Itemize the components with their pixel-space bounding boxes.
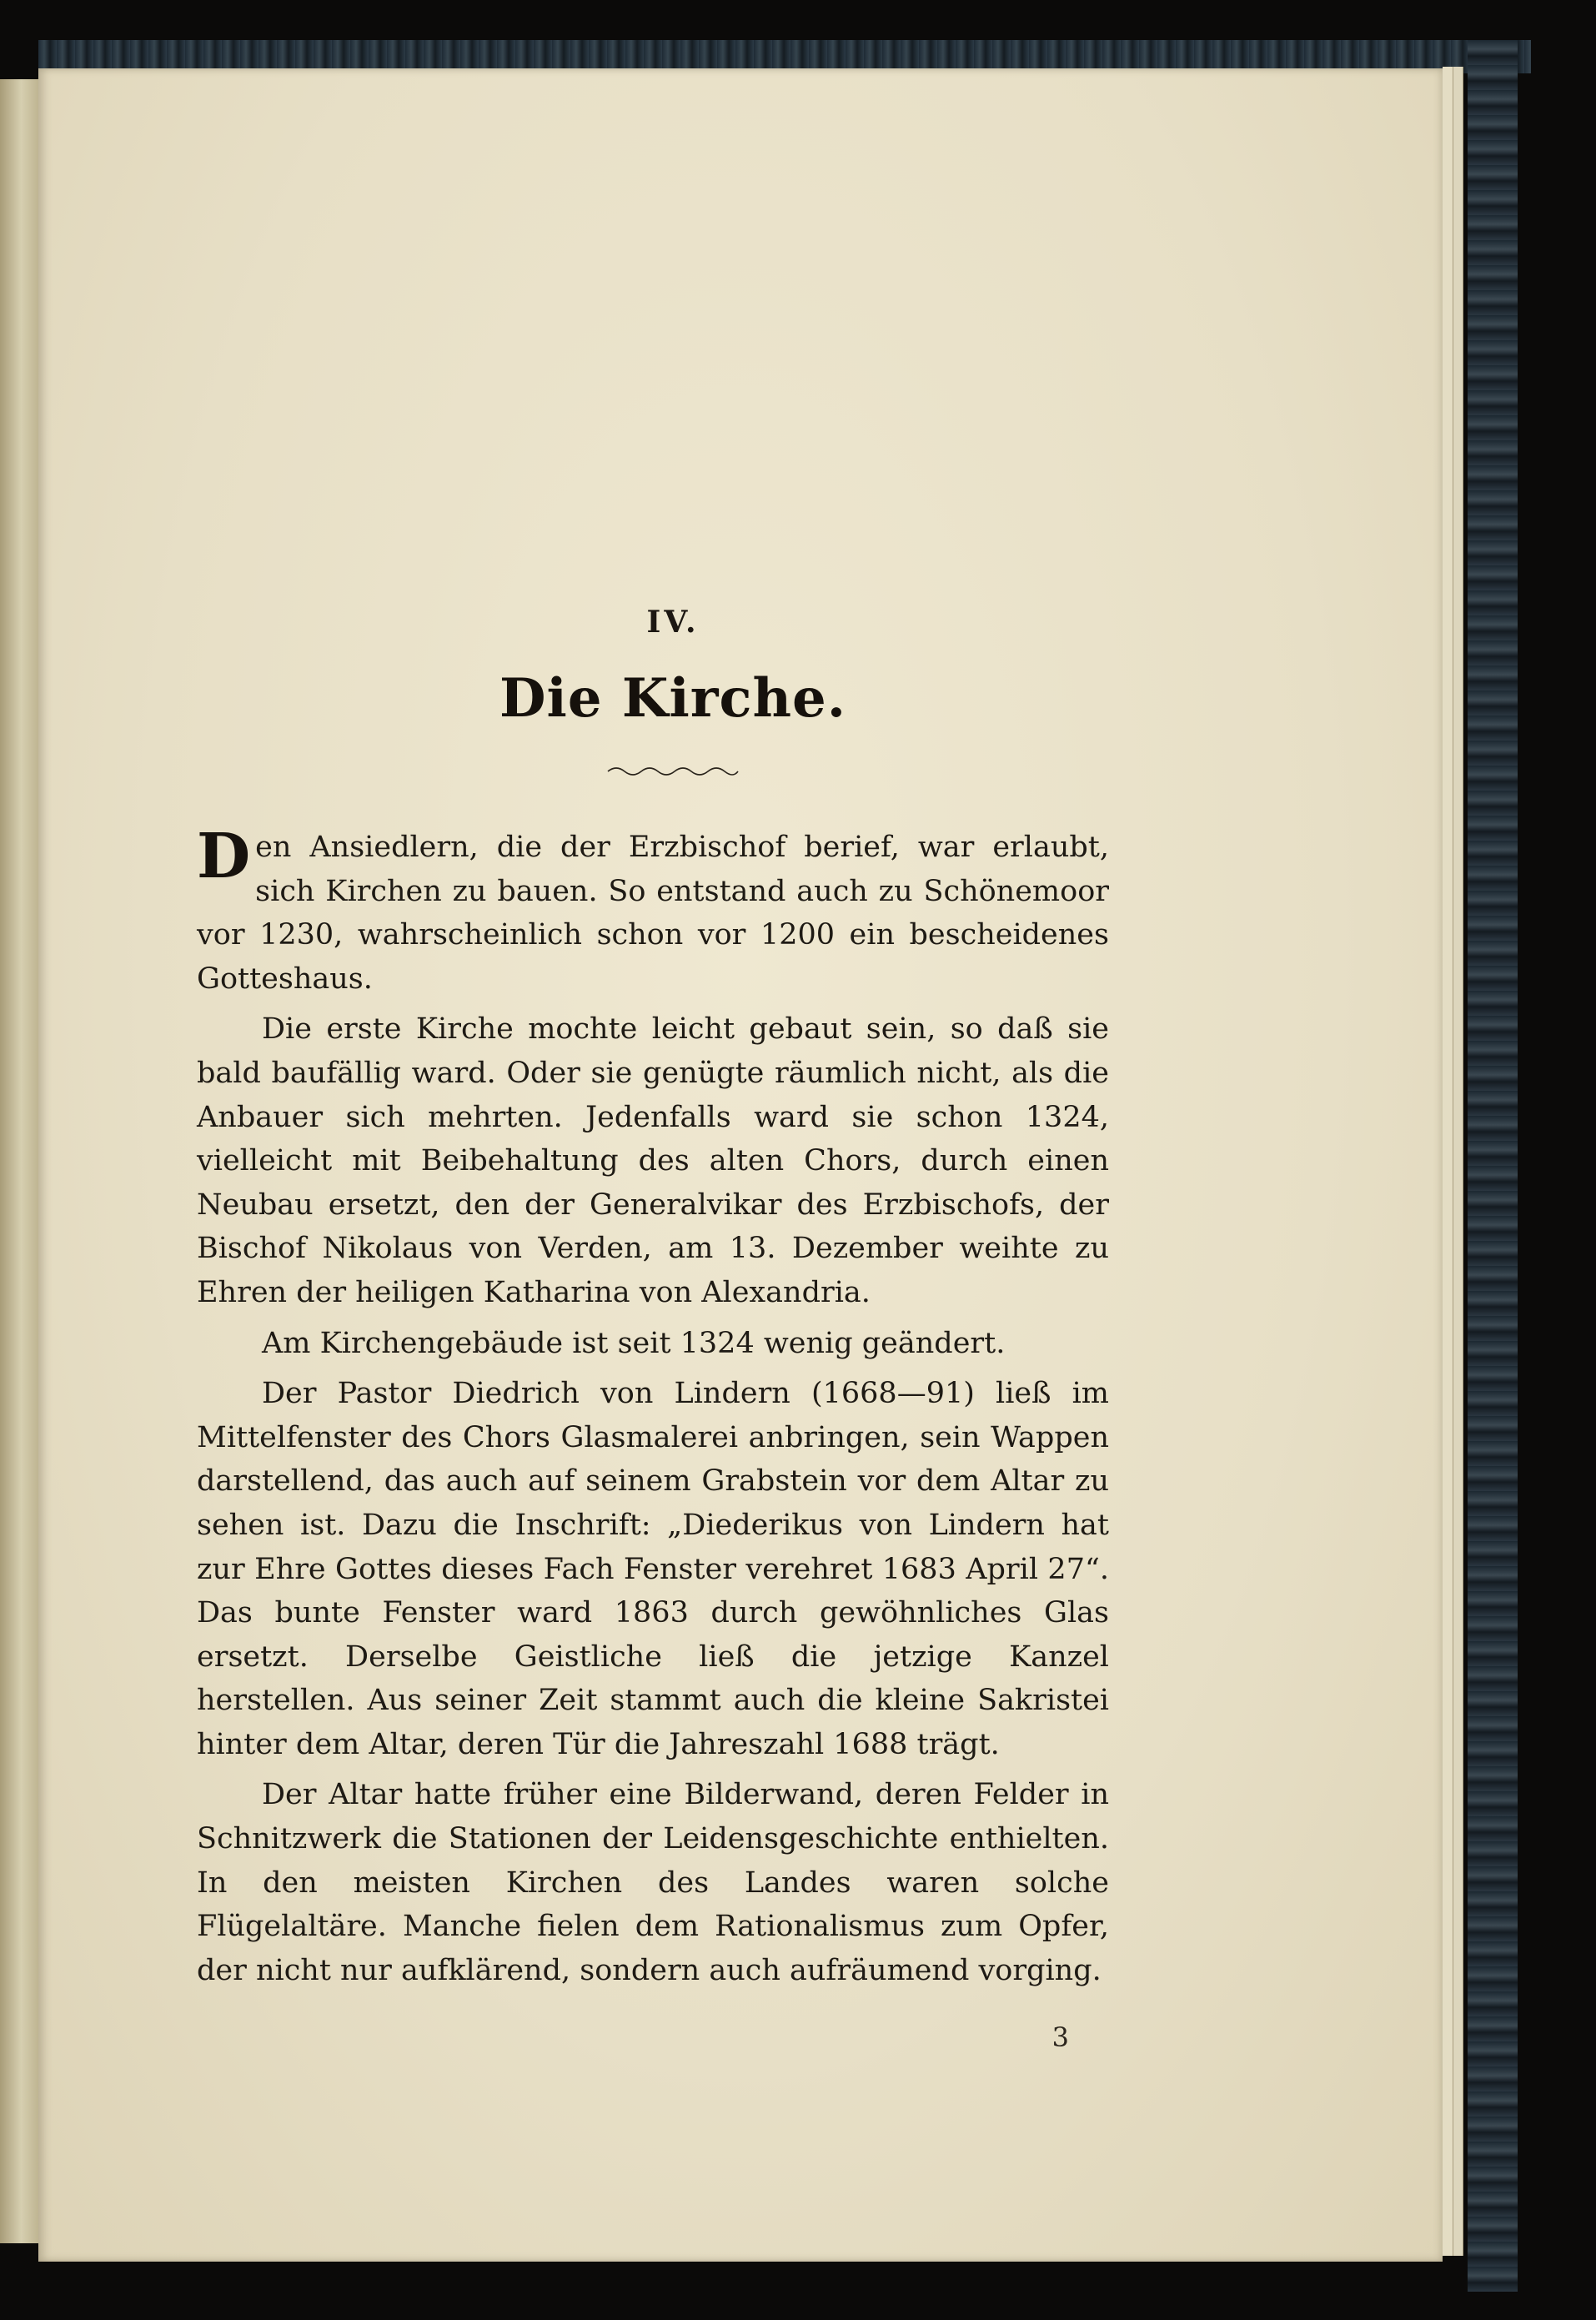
previous-page-edge [0,79,38,2243]
drop-cap: D [197,821,251,892]
chapter-title: Die Kirche. [499,667,846,730]
paragraph [197,821,1109,1001]
paragraph: Die erste Kirche mochte leicht gebaut sein, so daß sie bald baufällig ward. Oder sie genügte räumlich nicht, als die Anbauer sich mehrten. Jedenfalls ward sie schon 1324, vielleicht mit Beibehaltung des alten Chors, durch einen Neubau ersetzt, den der Generalvikar des Erzbischofs, der Bischof Nikolaus von Verden, am 13. Dezember weihte zu Ehren der heiligen Katharina von Alexandria. [197,1012,1109,1309]
chapter-number: IV. [646,605,700,640]
paragraph: Der Altar hatte früher eine Bilderwand, deren Felder in Schnitzwerk die Stationen der Leidensgeschichte enthielten. In den meisten Kirchen des Landes waren solche Flügelaltäre. Manche fielen dem Rationalismus zum Opfer, der nicht nur aufklärend, sondern auch aufräumend vorging. [197,1778,1109,1987]
paragraph: Am Kirchengebäude ist seit 1324 wenig geändert. [262,1326,1006,1360]
body-text [197,821,1109,1992]
page-number: 3 [1051,2021,1069,2053]
book-cover-right-edge [1468,40,1518,2292]
paragraph-text: en Ansiedlern, die der Erzbischof berief, war erlaubt, sich Kirchen zu bauen. So entstand auch zu Schönemoor vor 1230, wahrscheinlich schon vor 1200 ein bescheidenes Gotteshaus. [197,831,1109,996]
paragraph: Der Pastor Diedrich von Lindern (1668—91) ließ im Mittelfenster des Chors Glasmalerei anbringen, sein Wappen darstellend, das auch auf seinem Grabstein vor dem Altar zu sehen ist. Dazu die Inschrift: „Diederikus von Lindern hat zur Ehre Gottes dieses Fach Fenster verehret 1683 April 27“. Das bunte Fenster ward 1863 durch gewöhnliches Glas ersetzt. Derselbe Geistliche ließ die jetzige Kanzel herstellen. Aus seiner Zeit stammt auch die kleine Sakristei hinter dem Altar, deren Tür die Jahreszahl 1688 trägt. [197,1377,1109,1761]
page-stack-edge [1443,67,1453,2256]
wave-ornament [606,765,740,778]
